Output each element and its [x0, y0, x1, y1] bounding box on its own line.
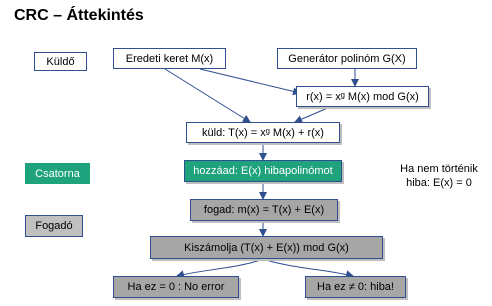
- no-error-note: [390, 162, 488, 190]
- arrow-remainder-to-send: [295, 107, 330, 122]
- receive-box: [190, 199, 338, 221]
- compute-text: Kiszámolja (T(x) + E(x)) mod G(x): [184, 241, 349, 254]
- original-frame-text: Eredeti keret M(x): [125, 52, 214, 65]
- arrow-frame-to-send: [165, 69, 250, 122]
- result-error-box: [305, 276, 406, 298]
- remainder-text: r(x) = xᵍ M(x) mod G(x): [306, 90, 419, 103]
- generator-box: [277, 48, 417, 69]
- note-line-1: Ha nem történik: [400, 163, 478, 175]
- result-error-text: Ha ez ≠ 0: hiba!: [317, 281, 394, 293]
- add-error-text: hozzáad: E(x) hibapolinómot: [193, 165, 333, 177]
- arrow-compute-to-ok: [177, 259, 263, 276]
- channel-label-text: Csatorna: [35, 167, 80, 180]
- sender-label-text: Küldő: [46, 55, 75, 68]
- result-ok-text: Ha ez = 0 : No error: [127, 281, 225, 293]
- add-error-box: [184, 160, 342, 182]
- arrow-compute-to-error: [263, 259, 353, 276]
- original-frame-box: [113, 48, 226, 69]
- receive-text: fogad: m(x) = T(x) + E(x): [203, 204, 325, 216]
- generator-text: Generátor polinóm G(X): [288, 52, 406, 65]
- sender-label: [34, 52, 87, 71]
- receiver-label-text: Fogadó: [35, 220, 73, 232]
- page-title: CRC – Áttekintés: [14, 7, 144, 24]
- receiver-label: [25, 215, 83, 237]
- channel-label: [25, 163, 90, 184]
- send-box: [186, 122, 340, 143]
- note-line-2: hiba: E(x) = 0: [406, 177, 472, 189]
- result-ok-box: [113, 276, 239, 298]
- arrow-frame-to-remainder: [200, 69, 300, 93]
- send-text: küld: T(x) = xᵍ M(x) + r(x): [202, 126, 324, 139]
- remainder-box: [296, 86, 429, 107]
- compute-box: [150, 236, 383, 259]
